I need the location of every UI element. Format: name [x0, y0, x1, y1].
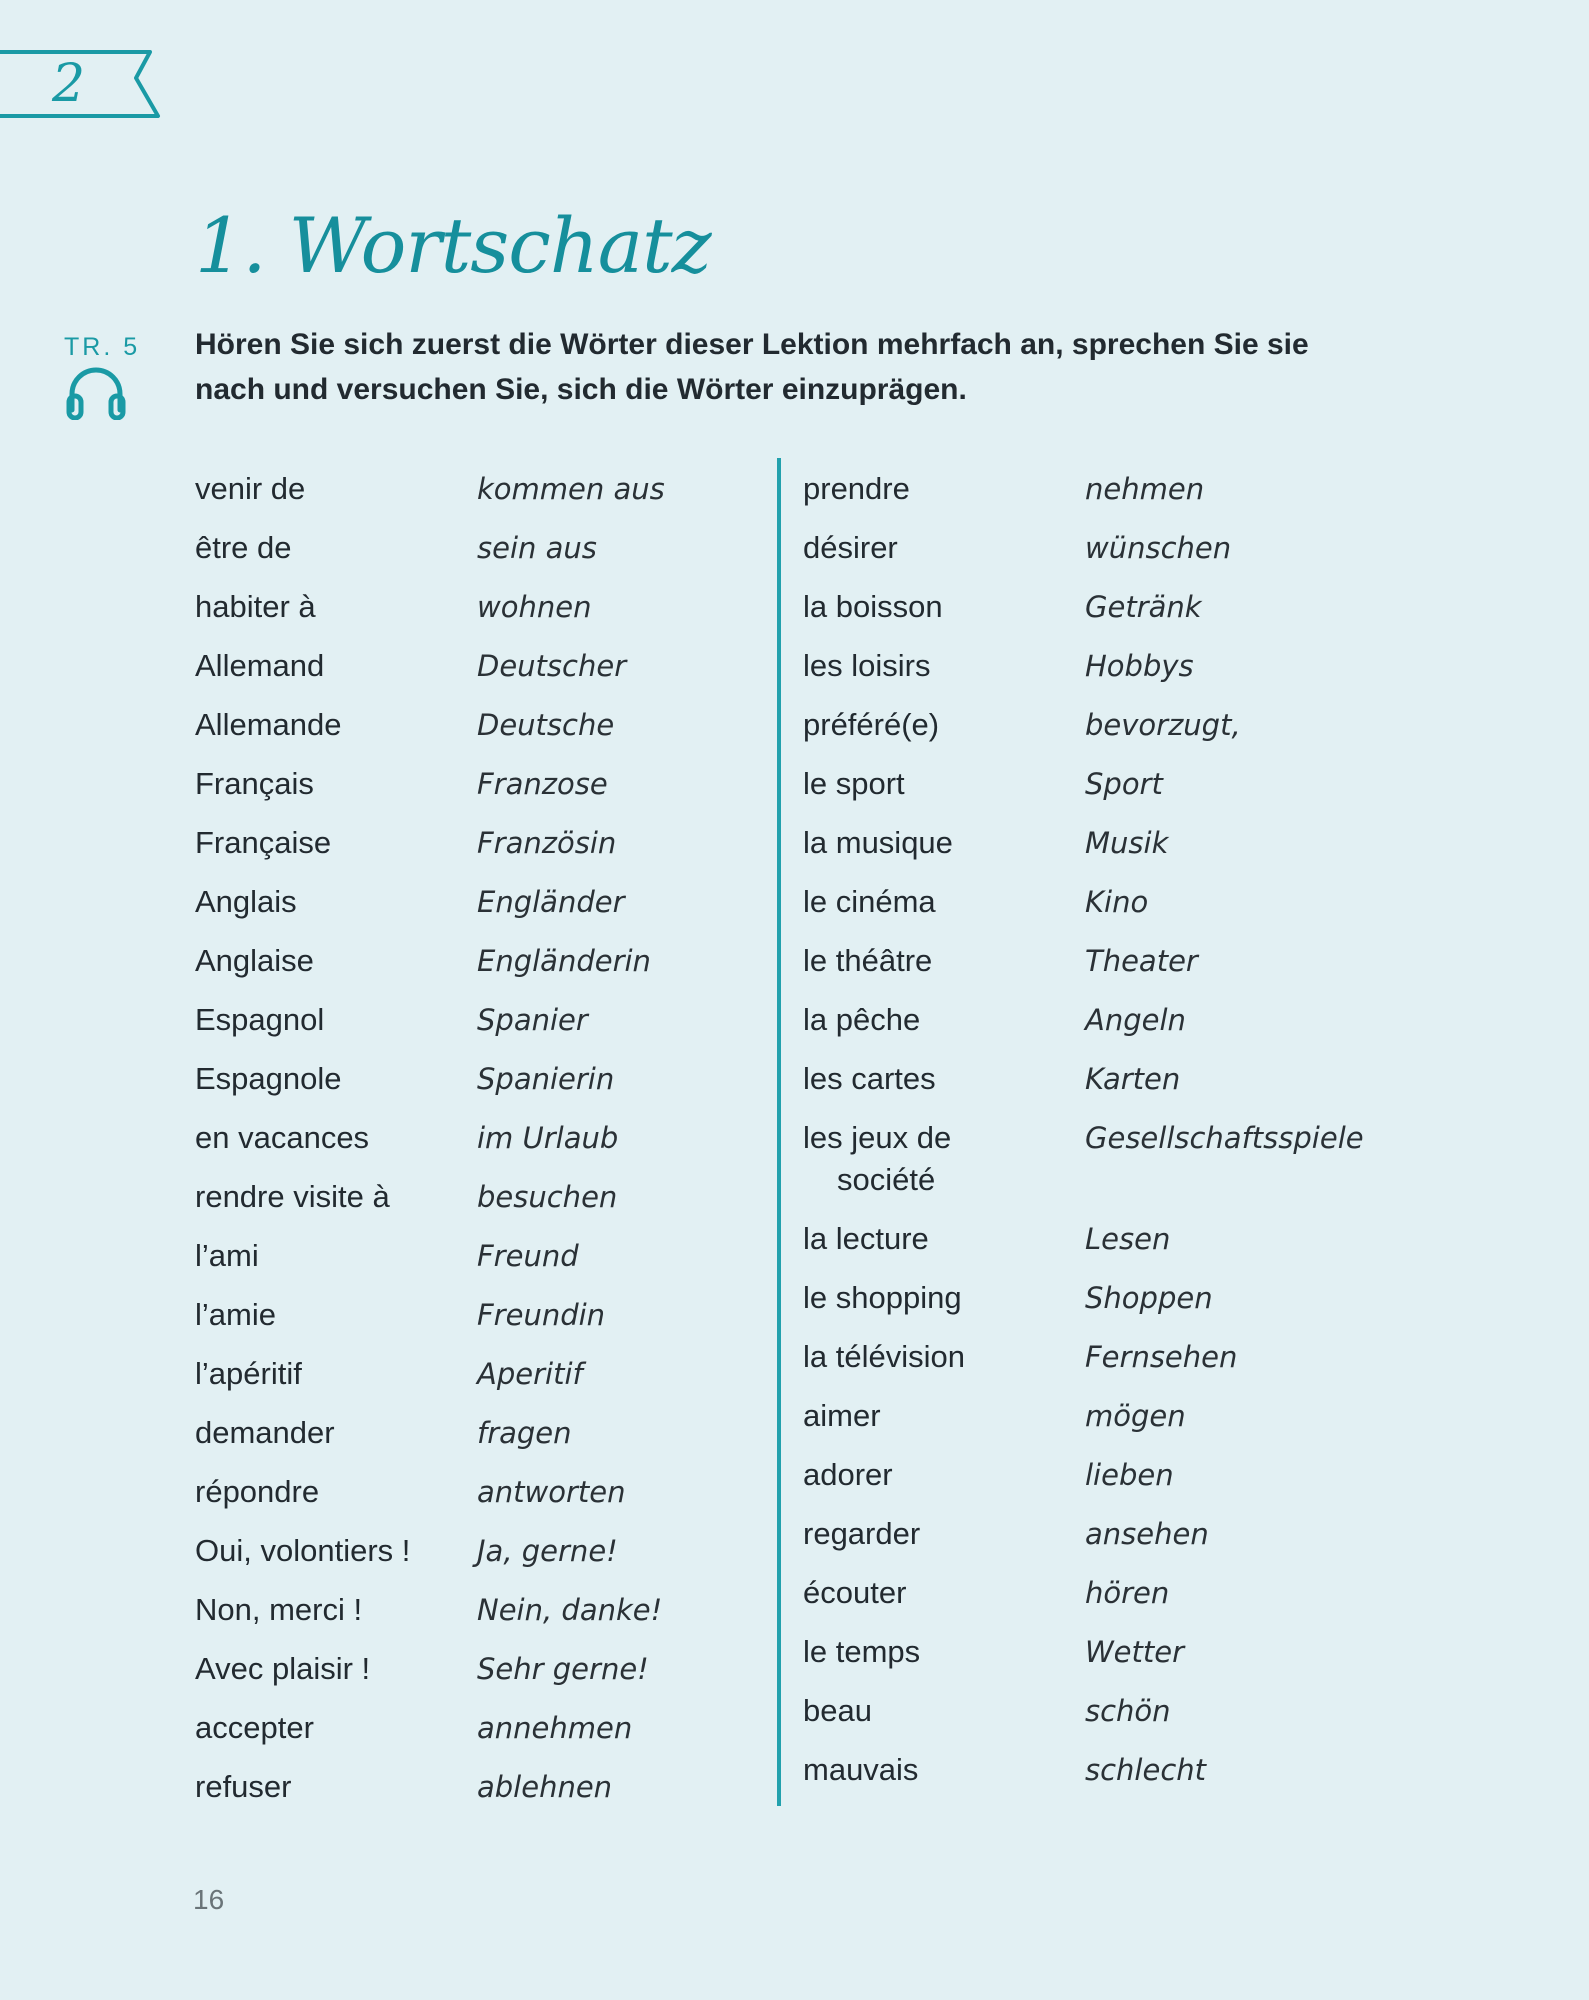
french-term	[803, 1117, 1085, 1201]
french-term	[195, 1412, 477, 1454]
vocab-row	[803, 1572, 1423, 1631]
german-translation: Shoppen	[1085, 1281, 1213, 1315]
french-term	[803, 999, 1085, 1041]
french-term-text: écouter	[803, 1575, 907, 1610]
german-translation: wünschen	[1085, 531, 1232, 565]
german-translation: Wetter	[1085, 1635, 1185, 1669]
german-translation: schön	[1085, 1694, 1171, 1728]
german-translation: Getränk	[1085, 590, 1202, 624]
french-term-text: regarder	[803, 1516, 921, 1551]
german-translation: lieben	[1085, 1458, 1174, 1492]
french-term-text: rendre visite à	[195, 1179, 390, 1214]
german-translation: Kino	[1085, 885, 1149, 919]
german-translation: Engländer	[477, 885, 625, 919]
german-translation: mögen	[1085, 1399, 1186, 1433]
german-translation: kommen aus	[477, 472, 665, 506]
french-term-text: en vacances	[195, 1120, 370, 1155]
german-translation: Theater	[1085, 944, 1198, 978]
french-term-text: beau	[803, 1693, 872, 1728]
german-translation: schlecht	[1085, 1753, 1207, 1787]
french-term	[803, 1058, 1085, 1100]
french-term	[195, 999, 477, 1041]
french-term-text: désirer	[803, 530, 898, 565]
vocab-row	[195, 881, 755, 940]
german-translation: Nein, danke!	[477, 1593, 663, 1627]
german-translation: bevorzugt,	[1085, 708, 1241, 742]
vocab-row	[195, 1530, 755, 1589]
vocabulary-list-left	[195, 468, 755, 1825]
vocab-row	[195, 527, 755, 586]
vocab-row	[195, 1176, 755, 1235]
french-term	[195, 1117, 477, 1159]
french-term-text: Anglaise	[195, 943, 314, 978]
french-term	[803, 704, 1085, 746]
french-term-text: l’amie	[195, 1297, 276, 1332]
vocab-row	[195, 1589, 755, 1648]
french-term	[803, 586, 1085, 628]
french-term	[803, 763, 1085, 805]
french-term-text: la télévision	[803, 1339, 965, 1374]
vocab-row	[803, 1395, 1423, 1454]
vocab-row	[803, 586, 1423, 645]
french-term	[195, 1235, 477, 1277]
vocab-row	[803, 763, 1423, 822]
french-term-text: être de	[195, 530, 292, 565]
french-term	[195, 881, 477, 923]
french-term-text: le sport	[803, 766, 905, 801]
french-term	[803, 1631, 1085, 1673]
french-term	[803, 527, 1085, 569]
french-term-text: Allemand	[195, 648, 325, 683]
french-term-text: accepter	[195, 1710, 314, 1745]
french-term	[195, 1471, 477, 1513]
french-term	[803, 1218, 1085, 1260]
vocab-row	[803, 704, 1423, 763]
vocab-row	[803, 1117, 1423, 1218]
vocab-row	[803, 527, 1423, 586]
french-term	[195, 940, 477, 982]
french-term-text: la boisson	[803, 589, 943, 624]
french-term-text: mauvais	[803, 1752, 919, 1787]
german-translation: Angeln	[1085, 1003, 1186, 1037]
german-translation: Französin	[477, 826, 617, 860]
vocab-row	[195, 1707, 755, 1766]
german-translation: Fernsehen	[1085, 1340, 1238, 1374]
vocab-row	[803, 1454, 1423, 1513]
vocab-row	[803, 881, 1423, 940]
french-term	[803, 1572, 1085, 1614]
vocab-row	[803, 940, 1423, 999]
french-term	[195, 763, 477, 805]
section-title: 1. Wortschatz	[195, 201, 711, 290]
vocab-row	[803, 1690, 1423, 1749]
german-translation: Karten	[1085, 1062, 1181, 1096]
french-term-text: Espagnole	[195, 1061, 342, 1096]
french-term	[195, 704, 477, 746]
vocab-row	[195, 1648, 755, 1707]
vocab-row	[195, 1412, 755, 1471]
french-term-text: l’apéritif	[195, 1356, 302, 1391]
french-term	[195, 1353, 477, 1395]
vocab-row	[195, 1471, 755, 1530]
french-term-text: préféré(e)	[803, 707, 940, 742]
french-term	[195, 1294, 477, 1336]
german-translation: Engländerin	[477, 944, 651, 978]
french-term	[195, 1648, 477, 1690]
vocab-row	[803, 468, 1423, 527]
french-term	[803, 645, 1085, 687]
vocab-row	[195, 1117, 755, 1176]
french-term	[195, 586, 477, 628]
german-translation: ablehnen	[477, 1770, 613, 1804]
french-term	[803, 1690, 1085, 1732]
french-term-text: la lecture	[803, 1221, 929, 1256]
vocab-row	[803, 1058, 1423, 1117]
vocab-row	[195, 586, 755, 645]
german-translation: ansehen	[1085, 1517, 1209, 1551]
french-term-text: les cartes	[803, 1061, 936, 1096]
french-term-text: la musique	[803, 825, 953, 860]
german-translation: Sehr gerne!	[477, 1652, 649, 1686]
vocab-row	[195, 645, 755, 704]
chapter-number: 2	[52, 54, 86, 114]
french-term	[195, 1589, 477, 1631]
french-term-text: le temps	[803, 1634, 921, 1669]
french-term	[803, 881, 1085, 923]
french-term	[803, 1395, 1085, 1437]
french-term-text: Française	[195, 825, 332, 860]
french-term-text: Allemande	[195, 707, 342, 742]
french-term-text: répondre	[195, 1474, 320, 1509]
french-term-text: refuser	[195, 1769, 292, 1804]
french-term-text: adorer	[803, 1457, 893, 1492]
vocab-row	[803, 1336, 1423, 1395]
german-translation: sein aus	[477, 531, 597, 565]
vocab-row	[195, 1235, 755, 1294]
vocab-row	[803, 999, 1423, 1058]
french-term-text: les jeux de	[803, 1120, 952, 1155]
french-term-text: les loisirs	[803, 648, 931, 683]
vocab-row	[195, 940, 755, 999]
french-term-text: aimer	[803, 1398, 881, 1433]
vocab-row	[803, 1631, 1423, 1690]
german-translation: Ja, gerne!	[477, 1534, 618, 1568]
vocab-row	[803, 1277, 1423, 1336]
french-term	[803, 1454, 1085, 1496]
german-translation: Spanierin	[477, 1062, 615, 1096]
german-translation: Gesellschaftsspiele	[1085, 1121, 1364, 1155]
french-term	[803, 1749, 1085, 1791]
chapter-tab	[0, 48, 165, 124]
french-term	[803, 1513, 1085, 1555]
french-term	[195, 1176, 477, 1218]
german-translation: Musik	[1085, 826, 1169, 860]
french-term	[195, 822, 477, 864]
french-term-text: venir de	[195, 471, 306, 506]
french-term-text: demander	[195, 1415, 335, 1450]
vocab-row	[195, 1766, 755, 1825]
vocab-row	[195, 468, 755, 527]
french-term	[195, 645, 477, 687]
french-term	[803, 1336, 1085, 1378]
french-term-text: Anglais	[195, 884, 297, 919]
french-term-text: la pêche	[803, 1002, 921, 1037]
french-term-text: Non, merci !	[195, 1592, 363, 1627]
french-term-text: le cinéma	[803, 884, 936, 919]
german-translation: annehmen	[477, 1711, 633, 1745]
french-term-text: Espagnol	[195, 1002, 325, 1037]
vocab-row	[195, 1058, 755, 1117]
german-translation: Aperitif	[477, 1357, 583, 1391]
french-term-text: l’ami	[195, 1238, 259, 1273]
german-translation: nehmen	[1085, 472, 1205, 506]
vocab-row	[803, 822, 1423, 881]
german-translation: Deutsche	[477, 708, 615, 742]
column-divider	[777, 458, 781, 1806]
french-term	[195, 468, 477, 510]
german-translation: Franzose	[477, 767, 608, 801]
french-term	[803, 468, 1085, 510]
vocab-row	[803, 1218, 1423, 1277]
headphones-icon[interactable]	[66, 366, 126, 420]
french-term-text: Oui, volontiers !	[195, 1533, 411, 1568]
french-term	[195, 527, 477, 569]
german-translation: antworten	[477, 1475, 626, 1509]
vocab-row	[803, 1749, 1423, 1808]
vocab-row	[195, 822, 755, 881]
vocab-row	[195, 1353, 755, 1412]
french-term-text: Avec plaisir !	[195, 1651, 371, 1686]
german-translation: Freundin	[477, 1298, 606, 1332]
german-translation: besuchen	[477, 1180, 618, 1214]
german-translation: Freund	[477, 1239, 579, 1273]
german-translation: Spanier	[477, 1003, 588, 1037]
track-label: TR. 5	[64, 333, 141, 361]
vocabulary-list-right	[803, 468, 1423, 1808]
vocab-row	[803, 1513, 1423, 1572]
vocab-row	[195, 704, 755, 763]
german-translation: Sport	[1085, 767, 1163, 801]
german-translation: im Urlaub	[477, 1121, 619, 1155]
french-term	[803, 1277, 1085, 1319]
german-translation: wohnen	[477, 590, 592, 624]
german-translation: Hobbys	[1085, 649, 1194, 683]
vocab-row	[195, 763, 755, 822]
french-term-text: le théâtre	[803, 943, 933, 978]
german-translation: fragen	[477, 1416, 572, 1450]
german-translation: hören	[1085, 1576, 1170, 1610]
french-term-text: le shopping	[803, 1280, 962, 1315]
french-term	[195, 1530, 477, 1572]
page-number: 16	[193, 1884, 225, 1915]
french-term	[803, 940, 1085, 982]
french-term	[195, 1766, 477, 1808]
french-term-text: habiter à	[195, 589, 316, 624]
vocab-row	[195, 1294, 755, 1353]
french-term-text: Français	[195, 766, 314, 801]
german-translation: Lesen	[1085, 1222, 1171, 1256]
french-term	[195, 1058, 477, 1100]
german-translation: Deutscher	[477, 649, 627, 683]
instruction-text: Hören Sie sich zuerst die Wörter dieser Lektion mehrfach an, sprechen Sie sie nach und versuchen Sie, sich die Wörter einzuprägen.	[195, 328, 1309, 406]
french-term	[803, 822, 1085, 864]
french-term-text: prendre	[803, 471, 910, 506]
vocab-row	[803, 645, 1423, 704]
french-term-continuation: société	[837, 1162, 936, 1197]
vocab-row	[195, 999, 755, 1058]
french-term	[195, 1707, 477, 1749]
